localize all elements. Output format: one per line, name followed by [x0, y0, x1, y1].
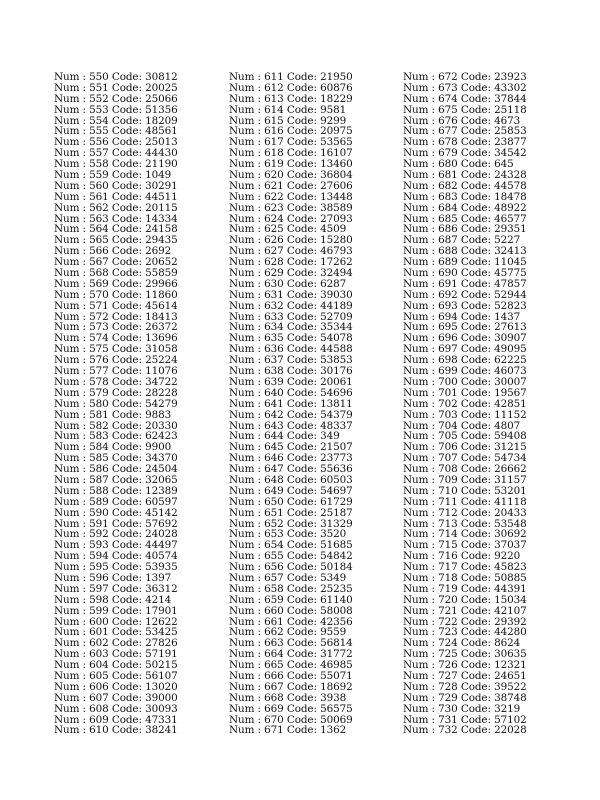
code-entry: Num : 571 Code: 45614	[54, 299, 178, 312]
code-entry: Num : 728 Code: 39522	[403, 680, 527, 693]
code-entry: Num : 665 Code: 46985	[229, 659, 353, 672]
code-entry: Num : 724 Code: 8624	[403, 637, 521, 650]
code-entry: Num : 613 Code: 18229	[229, 92, 353, 105]
code-entry: Num : 628 Code: 17262	[229, 256, 353, 269]
code-entry: Num : 679 Code: 34542	[403, 147, 527, 160]
code-entry: Num : 607 Code: 39000	[54, 691, 178, 704]
code-entry: Num : 601 Code: 53425	[54, 626, 178, 639]
code-entry: Num : 668 Code: 3938	[229, 691, 347, 704]
code-entry: Num : 637 Code: 53853	[229, 354, 353, 367]
code-entry: Num : 620 Code: 36804	[229, 169, 353, 182]
code-entry: Num : 653 Code: 3520	[229, 528, 347, 541]
code-entry: Num : 572 Code: 18413	[54, 310, 178, 323]
code-entry: Num : 558 Code: 21190	[54, 158, 178, 171]
code-entry: Num : 617 Code: 53565	[229, 136, 353, 149]
code-entry: Num : 698 Code: 62225	[403, 354, 527, 367]
code-entry: Num : 574 Code: 13696	[54, 332, 178, 345]
code-entry: Num : 634 Code: 35344	[229, 321, 353, 334]
code-entry: Num : 629 Code: 32494	[229, 267, 353, 280]
code-entry: Num : 650 Code: 61729	[229, 495, 353, 508]
code-entry: Num : 718 Code: 50885	[403, 571, 527, 584]
code-entry: Num : 660 Code: 58008	[229, 604, 353, 617]
code-entry: Num : 583 Code: 62423	[54, 430, 178, 443]
code-entry: Num : 725 Code: 30635	[403, 648, 527, 661]
code-entry: Num : 701 Code: 19567	[403, 386, 527, 399]
code-entry: Num : 697 Code: 49095	[403, 343, 527, 356]
code-entry: Num : 610 Code: 38241	[54, 724, 178, 737]
code-entry: Num : 640 Code: 54696	[229, 386, 353, 399]
code-entry: Num : 680 Code: 645	[403, 158, 514, 171]
code-entry: Num : 685 Code: 46577	[403, 212, 527, 225]
code-entry: Num : 705 Code: 59408	[403, 430, 527, 443]
code-entry: Num : 561 Code: 44511	[54, 190, 178, 203]
code-entry: Num : 557 Code: 44430	[54, 147, 178, 160]
code-entry: Num : 723 Code: 44280	[403, 626, 527, 639]
code-entry: Num : 663 Code: 56814	[229, 637, 353, 650]
code-entry: Num : 672 Code: 23923	[403, 71, 527, 83]
code-entry: Num : 647 Code: 55636	[229, 463, 353, 476]
code-entry: Num : 693 Code: 52823	[403, 299, 527, 312]
code-entry: Num : 604 Code: 50215	[54, 659, 178, 672]
code-entry: Num : 614 Code: 9581	[229, 103, 347, 116]
code-entry: Num : 664 Code: 31772	[229, 648, 353, 661]
code-entry: Num : 591 Code: 57692	[54, 517, 178, 530]
code-entry: Num : 711 Code: 41118	[403, 495, 527, 508]
code-entry: Num : 560 Code: 30291	[54, 179, 178, 192]
code-entry: Num : 597 Code: 36312	[54, 582, 178, 595]
code-entry: Num : 667 Code: 18692	[229, 680, 353, 693]
code-entry: Num : 555 Code: 48561	[54, 125, 178, 138]
code-entry: Num : 633 Code: 52709	[229, 310, 353, 323]
code-entry: Num : 681 Code: 24328	[403, 169, 527, 182]
code-entry: Num : 639 Code: 20061	[229, 375, 353, 388]
code-entry: Num : 559 Code: 1049	[54, 169, 172, 182]
code-entry: Num : 682 Code: 44578	[403, 179, 527, 192]
code-entry: Num : 612 Code: 60876	[229, 81, 353, 94]
code-entry: Num : 602 Code: 27826	[54, 637, 178, 650]
code-entry: Num : 587 Code: 32065	[54, 473, 178, 486]
code-entry: Num : 622 Code: 13448	[229, 190, 353, 203]
code-entry: Num : 662 Code: 9559	[229, 626, 347, 639]
code-entry: Num : 592 Code: 24028	[54, 528, 178, 541]
code-entry: Num : 606 Code: 13020	[54, 680, 178, 693]
code-entry: Num : 689 Code: 11045	[403, 256, 527, 269]
code-entry: Num : 658 Code: 25235	[229, 582, 353, 595]
code-entry: Num : 594 Code: 40574	[54, 550, 178, 563]
code-entry: Num : 638 Code: 30176	[229, 365, 353, 378]
code-entry: Num : 619 Code: 13460	[229, 158, 353, 171]
code-entry: Num : 581 Code: 9883	[54, 408, 172, 421]
code-entry: Num : 651 Code: 25187	[229, 506, 353, 519]
code-entry: Num : 710 Code: 53201	[403, 484, 527, 497]
code-entry: Num : 616 Code: 20975	[229, 125, 353, 138]
code-entry: Num : 654 Code: 51685	[229, 539, 353, 552]
code-entry: Num : 692 Code: 52944	[403, 288, 527, 301]
code-entry: Num : 603 Code: 57191	[54, 648, 178, 661]
code-entry: Num : 641 Code: 13811	[229, 397, 353, 410]
code-entry: Num : 719 Code: 44391	[403, 582, 527, 595]
code-entry: Num : 656 Code: 50184	[229, 561, 353, 574]
code-column-1	[54, 72, 178, 736]
code-entry: Num : 567 Code: 20652	[54, 256, 178, 269]
code-entry: Num : 552 Code: 25066	[54, 92, 178, 105]
code-entry: Num : 635 Code: 54078	[229, 332, 353, 345]
code-entry: Num : 618 Code: 16107	[229, 147, 353, 160]
code-entry: Num : 589 Code: 60597	[54, 495, 178, 508]
code-entry: Num : 675 Code: 25118	[403, 103, 527, 116]
code-entry: Num : 674 Code: 37844	[403, 92, 527, 105]
code-entry: Num : 706 Code: 31215	[403, 441, 527, 454]
code-entry: Num : 644 Code: 349	[229, 430, 340, 443]
code-entry: Num : 732 Code: 22028	[403, 724, 527, 737]
code-entry: Num : 714 Code: 30692	[403, 528, 527, 541]
code-entry: Num : 704 Code: 4807	[403, 419, 521, 432]
code-entry: Num : 566 Code: 2692	[54, 245, 172, 258]
code-entry: Num : 643 Code: 48337	[229, 419, 353, 432]
code-entry: Num : 630 Code: 6287	[229, 277, 347, 290]
code-entry: Num : 632 Code: 44189	[229, 299, 353, 312]
code-entry: Num : 609 Code: 47331	[54, 713, 178, 726]
code-entry: Num : 623 Code: 38589	[229, 201, 353, 214]
code-entry: Num : 730 Code: 3219	[403, 702, 521, 715]
code-entry: Num : 584 Code: 9900	[54, 441, 172, 454]
code-entry: Num : 636 Code: 44588	[229, 343, 353, 356]
code-entry: Num : 580 Code: 54279	[54, 397, 178, 410]
code-entry: Num : 688 Code: 32413	[403, 245, 527, 258]
code-entry: Num : 713 Code: 53548	[403, 517, 527, 530]
code-entry: Num : 661 Code: 42356	[229, 615, 353, 628]
code-column-2	[229, 72, 353, 736]
code-entry: Num : 575 Code: 31058	[54, 343, 178, 356]
code-entry: Num : 717 Code: 45823	[403, 561, 527, 574]
code-entry: Num : 605 Code: 56107	[54, 669, 178, 682]
code-entry: Num : 599 Code: 17901	[54, 604, 178, 617]
code-entry: Num : 550 Code: 30812	[54, 71, 178, 83]
code-entry: Num : 627 Code: 46793	[229, 245, 353, 258]
code-entry: Num : 553 Code: 51356	[54, 103, 178, 116]
code-entry: Num : 731 Code: 57102	[403, 713, 527, 726]
code-entry: Num : 707 Code: 54734	[403, 452, 527, 465]
code-entry: Num : 562 Code: 20115	[54, 201, 178, 214]
code-entry: Num : 573 Code: 26372	[54, 321, 178, 334]
code-entry: Num : 694 Code: 1437	[403, 310, 521, 323]
code-entry: Num : 722 Code: 29392	[403, 615, 527, 628]
code-entry: Num : 648 Code: 60503	[229, 473, 353, 486]
code-entry: Num : 626 Code: 15280	[229, 234, 353, 247]
code-entry: Num : 588 Code: 12389	[54, 484, 178, 497]
code-entry: Num : 595 Code: 53935	[54, 561, 178, 574]
code-entry: Num : 683 Code: 18478	[403, 190, 527, 203]
code-entry: Num : 569 Code: 29966	[54, 277, 178, 290]
code-entry: Num : 715 Code: 37037	[403, 539, 527, 552]
code-entry: Num : 726 Code: 12321	[403, 659, 527, 672]
code-entry: Num : 670 Code: 50069	[229, 713, 353, 726]
code-entry: Num : 684 Code: 48922	[403, 201, 527, 214]
code-entry: Num : 691 Code: 47857	[403, 277, 527, 290]
code-entry: Num : 586 Code: 24504	[54, 463, 178, 476]
code-entry: Num : 695 Code: 27613	[403, 321, 527, 334]
code-entry: Num : 669 Code: 56575	[229, 702, 353, 715]
code-entry: Num : 645 Code: 21507	[229, 441, 353, 454]
code-entry: Num : 624 Code: 27093	[229, 212, 353, 225]
code-entry: Num : 563 Code: 14334	[54, 212, 178, 225]
code-entry: Num : 615 Code: 9299	[229, 114, 347, 127]
code-entry: Num : 700 Code: 30007	[403, 375, 527, 388]
code-entry: Num : 652 Code: 31329	[229, 517, 353, 530]
code-entry: Num : 596 Code: 1397	[54, 571, 172, 584]
code-entry: Num : 666 Code: 55071	[229, 669, 353, 682]
code-entry: Num : 702 Code: 42851	[403, 397, 527, 410]
code-entry: Num : 646 Code: 23773	[229, 452, 353, 465]
code-entry: Num : 676 Code: 4673	[403, 114, 521, 127]
code-entry: Num : 696 Code: 30907	[403, 332, 527, 345]
code-entry: Num : 608 Code: 30093	[54, 702, 178, 715]
code-entry: Num : 585 Code: 34370	[54, 452, 178, 465]
code-entry: Num : 578 Code: 34722	[54, 375, 178, 388]
code-entry: Num : 720 Code: 15034	[403, 593, 527, 606]
code-column-3	[403, 72, 527, 736]
code-entry: Num : 611 Code: 21950	[229, 71, 353, 83]
code-entry: Num : 625 Code: 4509	[229, 223, 347, 236]
code-entry: Num : 577 Code: 11076	[54, 365, 178, 378]
code-entry: Num : 686 Code: 29351	[403, 223, 527, 236]
code-entry: Num : 671 Code: 1362	[229, 724, 347, 737]
code-entry: Num : 582 Code: 20330	[54, 419, 178, 432]
code-entry: Num : 568 Code: 55859	[54, 267, 178, 280]
code-entry: Num : 642 Code: 54379	[229, 408, 353, 421]
code-entry: Num : 564 Code: 24158	[54, 223, 178, 236]
code-entry: Num : 657 Code: 5349	[229, 571, 347, 584]
code-entry: Num : 716 Code: 9220	[403, 550, 521, 563]
code-entry: Num : 699 Code: 46073	[403, 365, 527, 378]
code-entry: Num : 590 Code: 45142	[54, 506, 178, 519]
code-entry: Num : 551 Code: 20025	[54, 81, 178, 94]
code-entry: Num : 673 Code: 43302	[403, 81, 527, 94]
code-entry: Num : 655 Code: 54842	[229, 550, 353, 563]
code-entry: Num : 729 Code: 38748	[403, 691, 527, 704]
code-entry: Num : 593 Code: 44497	[54, 539, 178, 552]
code-entry: Num : 565 Code: 29435	[54, 234, 178, 247]
code-entry: Num : 727 Code: 24651	[403, 669, 527, 682]
code-entry: Num : 649 Code: 54697	[229, 484, 353, 497]
code-entry: Num : 598 Code: 4214	[54, 593, 172, 606]
code-entry: Num : 600 Code: 12622	[54, 615, 178, 628]
code-entry: Num : 721 Code: 42107	[403, 604, 527, 617]
code-entry: Num : 687 Code: 5227	[403, 234, 521, 247]
code-entry: Num : 579 Code: 28228	[54, 386, 178, 399]
code-entry: Num : 621 Code: 27606	[229, 179, 353, 192]
code-entry: Num : 677 Code: 25853	[403, 125, 527, 138]
code-entry: Num : 659 Code: 61140	[229, 593, 353, 606]
code-entry: Num : 690 Code: 45775	[403, 267, 527, 280]
code-entry: Num : 712 Code: 20433	[403, 506, 527, 519]
code-entry: Num : 554 Code: 18209	[54, 114, 178, 127]
code-entry: Num : 709 Code: 31157	[403, 473, 527, 486]
code-entry: Num : 570 Code: 11860	[54, 288, 178, 301]
code-entry: Num : 576 Code: 25224	[54, 354, 178, 367]
code-entry: Num : 678 Code: 23877	[403, 136, 527, 149]
code-entry: Num : 631 Code: 39030	[229, 288, 353, 301]
code-entry: Num : 708 Code: 26662	[403, 463, 527, 476]
code-entry: Num : 703 Code: 11152	[403, 408, 527, 421]
code-entry: Num : 556 Code: 25013	[54, 136, 178, 149]
